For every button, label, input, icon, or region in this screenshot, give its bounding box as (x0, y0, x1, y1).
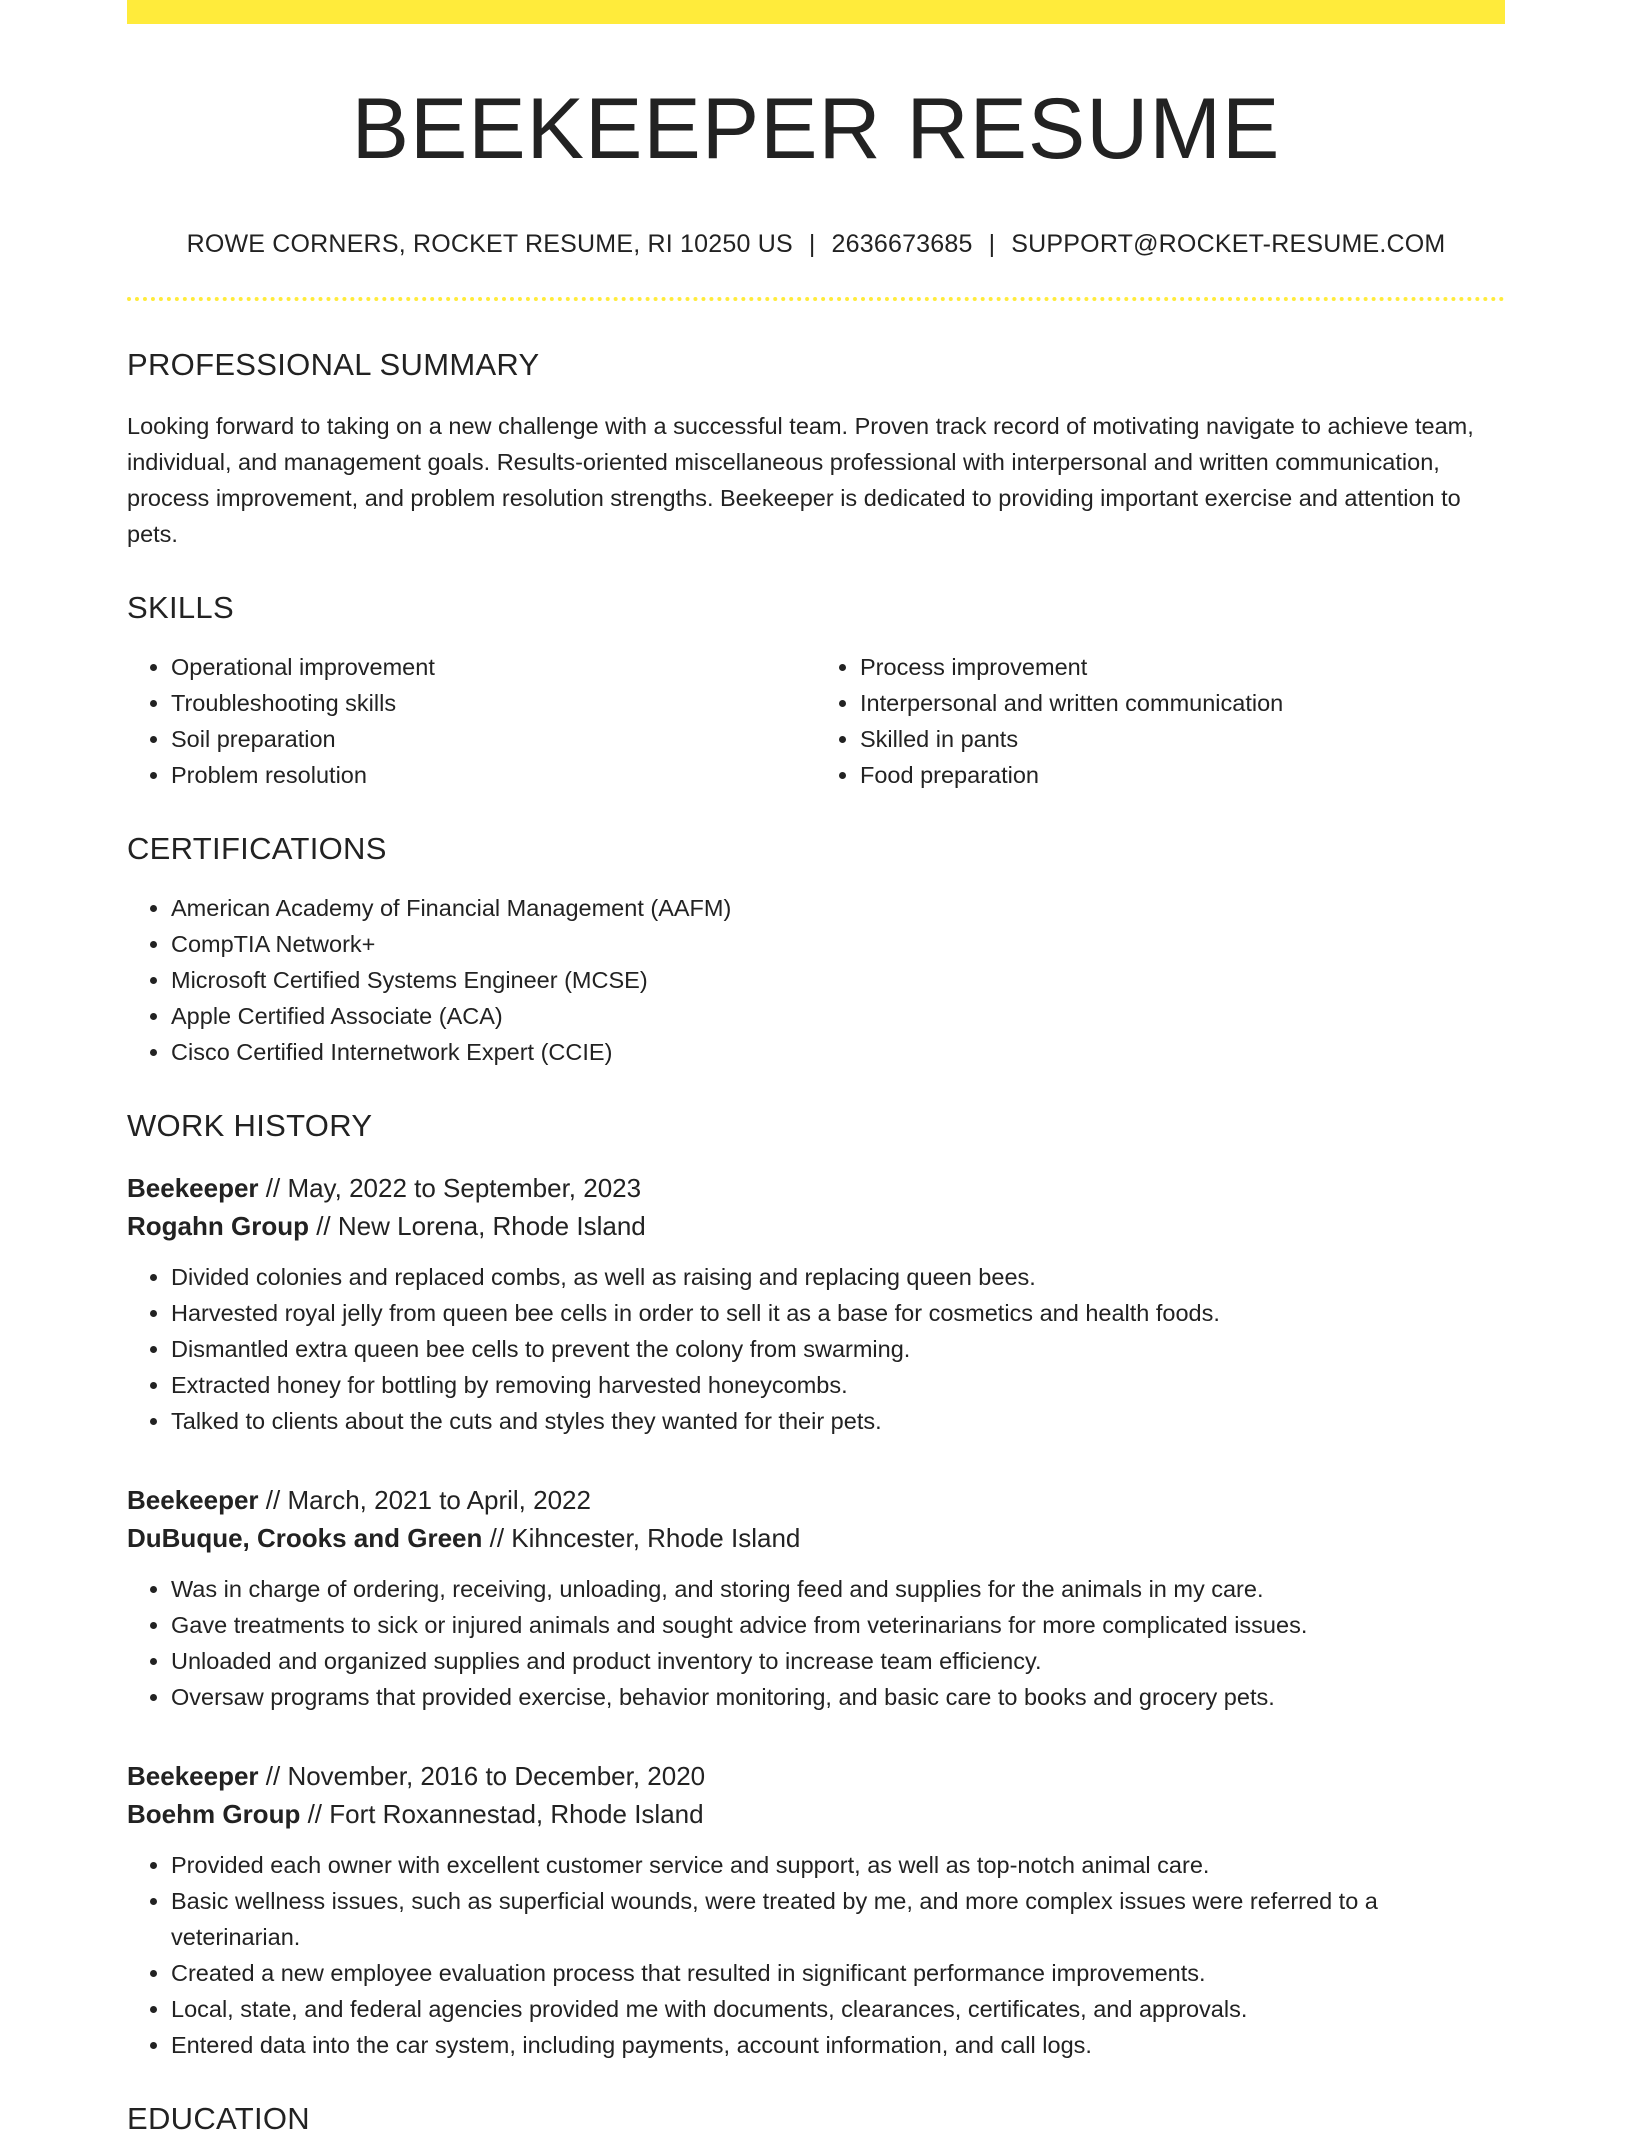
job-location: // New Lorena, Rhode Island (308, 1211, 646, 1241)
skill-item: • Interpersonal and written communication (860, 685, 1505, 721)
job-bullet: • Local, state, and federal agencies provided me with documents, clearances, certificates, and approvals. (171, 1991, 1505, 2027)
contact-separator: | (988, 230, 996, 258)
job-role-line (127, 1169, 1505, 1207)
job-bullet: • Extracted honey for bottling by removing harvested honeycombs. (171, 1367, 1505, 1403)
job-bullet: • Harvested royal jelly from queen bee cells in order to sell it as a base for cosmetics and health foods. (171, 1295, 1505, 1331)
job-bullet: • Basic wellness issues, such as superficial wounds, were treated by me, and more complex issues were referred to a veterinarian. (171, 1883, 1505, 1955)
certification-item: • Apple Certified Associate (ACA) (171, 998, 1505, 1034)
work-history-heading: WORK HISTORY (127, 1108, 373, 1143)
skill-item: • Soil preparation (171, 721, 816, 757)
job-location: // Kihncester, Rhode Island (482, 1523, 801, 1553)
job-role: Beekeeper (127, 1761, 259, 1791)
job-company: DuBuque, Crooks and Green (127, 1523, 483, 1553)
certifications-list (127, 890, 1505, 1070)
contact-email: SUPPORT@ROCKET-RESUME.COM (1011, 230, 1446, 258)
skills-list-left (127, 649, 816, 793)
job-role: Beekeeper (127, 1485, 259, 1515)
skill-item: • Problem resolution (171, 757, 816, 793)
job-company: Rogahn Group (127, 1211, 309, 1241)
education-heading: EDUCATION (127, 2101, 310, 2136)
top-accent-bar (127, 0, 1505, 24)
dotted-divider (127, 297, 1505, 301)
job-bullet: • Was in charge of ordering, receiving, unloading, and storing feed and supplies for the animals in my care. (171, 1571, 1505, 1607)
job-company-line (127, 1207, 1505, 1245)
skills-columns (127, 649, 1505, 793)
summary-text: Looking forward to taking on a new challenge with a successful team. Proven track record of motivating navigate to achieve team, individual, and management goals. Results-oriented miscellaneous professional with interpersonal and written communication, process improvement, and problem resolution strengths. Beekeeper is dedicated to providing important exercise and attention to pets. (127, 413, 1474, 547)
job-dates: // May, 2022 to September, 2023 (258, 1173, 642, 1203)
job-dates: // March, 2021 to April, 2022 (258, 1485, 591, 1515)
resume-page (127, 0, 1505, 2134)
skills-heading: SKILLS (127, 590, 234, 625)
job-bullet: • Entered data into the car system, including payments, account information, and call logs. (171, 2027, 1505, 2063)
job-bullets (127, 1571, 1505, 1715)
skill-item: • Process improvement (860, 649, 1505, 685)
job-bullet: • Gave treatments to sick or injured animals and sought advice from veterinarians for more complicated issues. (171, 1607, 1505, 1643)
skills-list-right (816, 649, 1505, 793)
job-entry (127, 1481, 1505, 1715)
summary-heading: PROFESSIONAL SUMMARY (127, 347, 540, 382)
job-role-line (127, 1757, 1505, 1795)
job-dates: // November, 2016 to December, 2020 (258, 1761, 706, 1791)
job-company-line (127, 1795, 1505, 1833)
resume-title: BEEKEEPER RESUME (351, 81, 1281, 177)
contact-line (127, 232, 1505, 257)
job-bullet: • Created a new employee evaluation process that resulted in significant performance improvements. (171, 1955, 1505, 1991)
job-company: Boehm Group (127, 1799, 301, 1829)
job-location: // Fort Roxannestad, Rhode Island (300, 1799, 704, 1829)
job-bullet: • Talked to clients about the cuts and styles they wanted for their pets. (171, 1403, 1505, 1439)
job-bullet: • Provided each owner with excellent customer service and support, as well as top-notch animal care. (171, 1847, 1505, 1883)
job-bullets (127, 1259, 1505, 1439)
job-bullet: • Dismantled extra queen bee cells to prevent the colony from swarming. (171, 1331, 1505, 1367)
job-entry (127, 1169, 1505, 1439)
certification-item: • Microsoft Certified Systems Engineer (MCSE) (171, 962, 1505, 998)
job-bullet: • Unloaded and organized supplies and product inventory to increase team efficiency. (171, 1643, 1505, 1679)
job-company-line (127, 1519, 1505, 1557)
job-entry (127, 1757, 1505, 2063)
certification-item: • American Academy of Financial Management (AAFM) (171, 890, 1505, 926)
contact-address: ROWE CORNERS, ROCKET RESUME, RI 10250 US (186, 230, 793, 258)
job-role-line (127, 1481, 1505, 1519)
job-bullet: • Oversaw programs that provided exercise, behavior monitoring, and basic care to books and grocery pets. (171, 1679, 1505, 1715)
skill-item: • Operational improvement (171, 649, 816, 685)
skill-item: • Food preparation (860, 757, 1505, 793)
contact-separator: | (808, 230, 816, 258)
contact-phone: 2636673685 (831, 230, 973, 258)
certification-item: • CompTIA Network+ (171, 926, 1505, 962)
skill-item: • Skilled in pants (860, 721, 1505, 757)
job-bullet: • Divided colonies and replaced combs, as well as raising and replacing queen bees. (171, 1259, 1505, 1295)
certifications-heading: CERTIFICATIONS (127, 831, 387, 866)
job-role: Beekeeper (127, 1173, 259, 1203)
skill-item: • Troubleshooting skills (171, 685, 816, 721)
certification-item: • Cisco Certified Internetwork Expert (CCIE) (171, 1034, 1505, 1070)
job-bullets (127, 1847, 1505, 2063)
